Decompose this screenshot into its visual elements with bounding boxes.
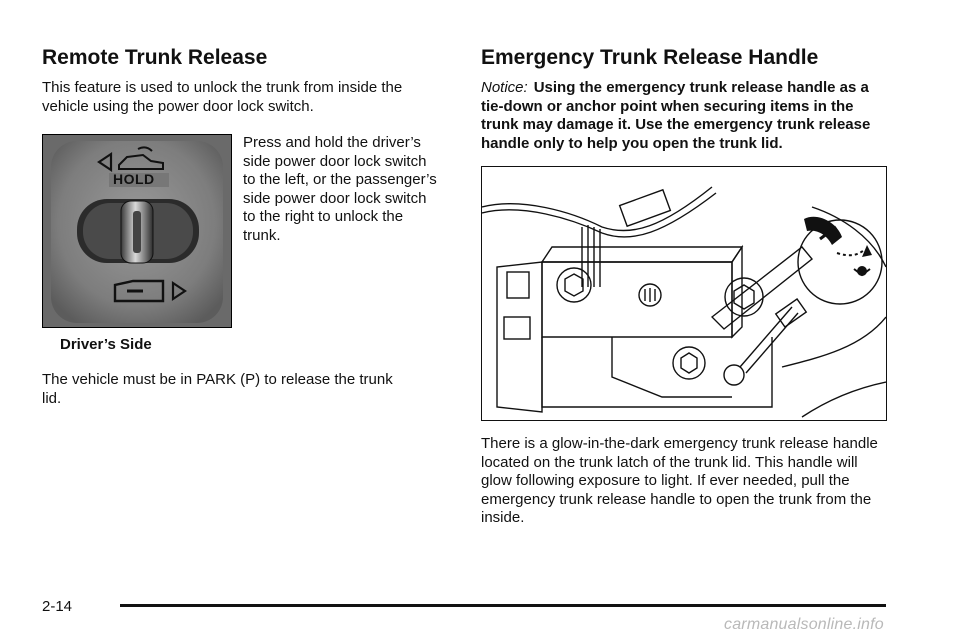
left-closing-paragraph: The vehicle must be in PARK (P) to release the trunk lid. bbox=[42, 371, 393, 407]
left-intro-paragraph: This feature is used to unlock the trunk from inside the vehicle using the power door lock switch. bbox=[42, 79, 403, 115]
figure-caption: Driver’s Side bbox=[60, 336, 152, 353]
left-heading: Remote Trunk Release bbox=[42, 46, 268, 69]
right-body-paragraph: There is a glow-in-the-dark emergency trunk release handle located on the trunk latch of the trunk lid. This handle will glow following exposure to light. If ever needed, pull the emergency trunk release handle to open the trunk from the inside. bbox=[481, 435, 878, 526]
notice-label: Notice: bbox=[481, 79, 528, 96]
watermark: carmanualsonline.info bbox=[724, 616, 884, 633]
door-lock-switch-figure bbox=[42, 134, 232, 328]
switch-hold-label: HOLD bbox=[113, 171, 155, 187]
footer-rule bbox=[120, 604, 886, 607]
left-side-paragraph: Press and hold the driver’s side power door lock switch to the left, or the passenger’s side power door lock switch to the right to unlock the trunk. bbox=[243, 134, 437, 244]
notice-text: Using the emergency trunk release handle as a tie-down or anchor point when securing items in the trunk may damage it. Use the emergency trunk release handle only to help you open the trunk lid. bbox=[481, 79, 871, 152]
notice-paragraph bbox=[481, 79, 886, 153]
trunk-latch-figure bbox=[481, 166, 887, 421]
trunk-latch-illustration bbox=[482, 167, 886, 420]
door-lock-switch-illustration bbox=[43, 135, 231, 327]
right-heading: Emergency Trunk Release Handle bbox=[481, 46, 819, 69]
page-number: 2-14 bbox=[42, 598, 73, 615]
